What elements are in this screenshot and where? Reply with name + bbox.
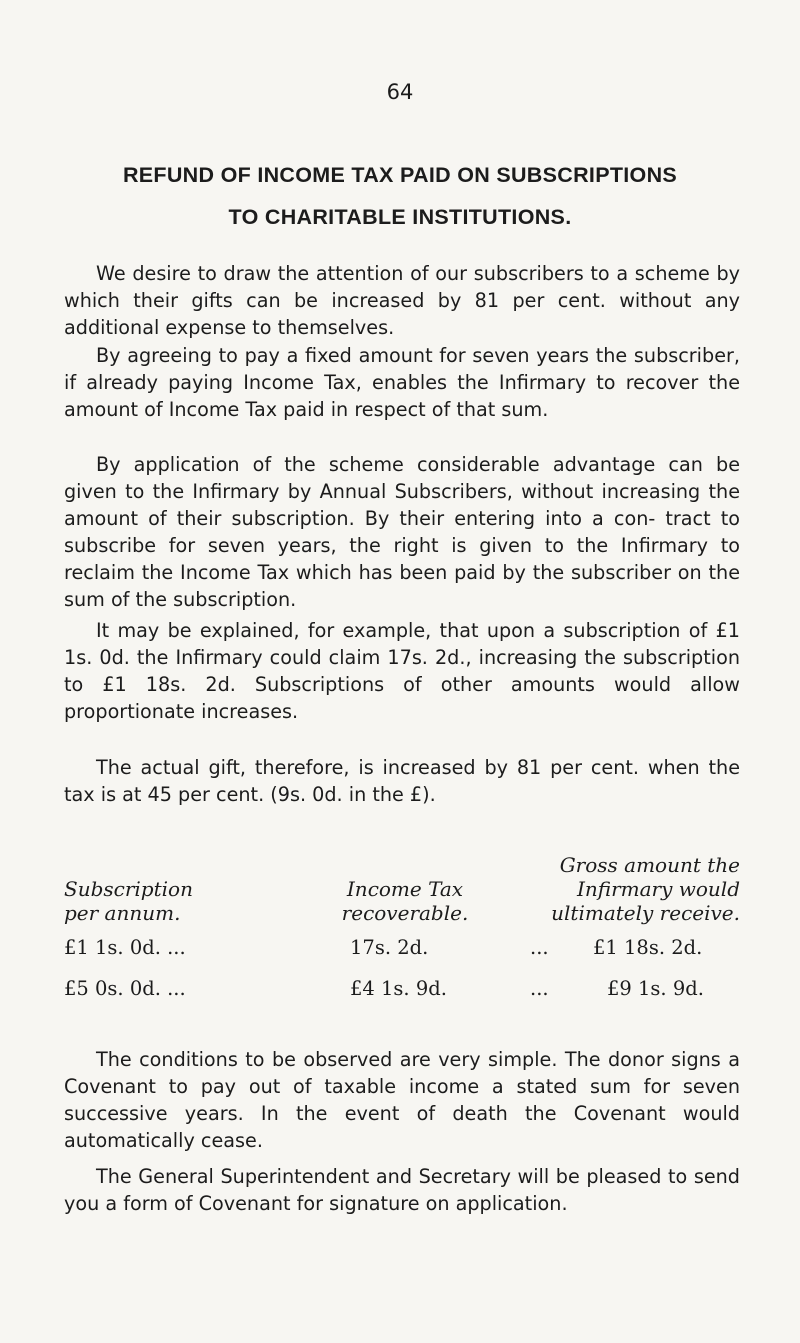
cell-subscription: £5 0s. 0d. ... bbox=[64, 977, 186, 1000]
cell-dots: ... bbox=[530, 936, 549, 959]
page-title-line-2: TO CHARITABLE INSTITUTIONS. bbox=[228, 205, 572, 229]
paragraph-intro-text: We desire to draw the attention of our subscribers to a scheme by which their gifts can be increased by 81 per cent. without any additional expense to themselves. bbox=[64, 262, 740, 339]
paragraph-actual-gift bbox=[64, 754, 740, 808]
header-income-tax-line1: Income Tax bbox=[346, 877, 464, 901]
header-gross-line2: Infirmary would bbox=[576, 877, 740, 901]
paragraph-scheme-advantage bbox=[64, 451, 740, 613]
cell-income-tax: 17s. 2d. bbox=[350, 936, 429, 959]
page-title-line-1: REFUND OF INCOME TAX PAID ON SUBSCRIPTIONS bbox=[122, 163, 678, 187]
paragraph-conditions-text: The conditions to be observed are very simple. The donor signs a Covenant to pay out of taxable income a stated sum for seven successive years. In the event of death the Covenant would automatically cease. bbox=[64, 1048, 740, 1152]
page-number: 64 bbox=[386, 80, 414, 104]
paragraph-intro bbox=[64, 260, 740, 341]
header-subscription-line2: per annum. bbox=[64, 901, 181, 925]
paragraph-conditions bbox=[64, 1046, 740, 1154]
cell-dots: ... bbox=[530, 977, 549, 1000]
header-income-tax-line2: recoverable. bbox=[341, 901, 469, 925]
paragraph-covenant-form-text: The General Superintendent and Secretary will be pleased to send you a form of Covenant for signature on application. bbox=[64, 1165, 740, 1215]
header-gross-line3: ultimately receive. bbox=[551, 901, 740, 925]
cell-income-tax: £4 1s. 9d. bbox=[350, 977, 447, 1000]
cell-gross: £1 18s. 2d. bbox=[593, 936, 703, 959]
header-subscription-line1: Subscription bbox=[64, 877, 193, 901]
paragraph-example bbox=[64, 617, 740, 725]
paragraph-covenant-form bbox=[64, 1163, 740, 1217]
paragraph-scheme-advantage-text: By application of the scheme considerable advantage can be given to the Infirmary by Annual Subscribers, without increasing the amount of their subscription. By their entering into a con- tract to subscribe for seven years, the right is given to the Infirmary to reclaim the Income Tax which has been paid by the subscriber on the sum of the subscription. bbox=[64, 453, 740, 611]
header-gross-line1: Gross amount the bbox=[559, 853, 740, 877]
paragraph-actual-gift-text: The actual gift, therefore, is increased by 81 per cent. when the tax is at 45 per cent. (9s. 0d. in the £). bbox=[64, 756, 740, 806]
cell-gross: £9 1s. 9d. bbox=[607, 977, 704, 1000]
header-income-tax bbox=[315, 877, 495, 925]
paragraph-seven-years bbox=[64, 342, 740, 423]
cell-subscription: £1 1s. 0d. ... bbox=[64, 936, 186, 959]
paragraph-example-text: It may be explained, for example, that upon a subscription of £1 1s. 0d. the Infirmary could claim 17s. 2d., increasing the subscription to £1 18s. 2d. Subscriptions of other amounts would allow proportionate increases. bbox=[64, 619, 740, 723]
header-subscription bbox=[64, 877, 284, 925]
paragraph-seven-years-text: By agreeing to pay a fixed amount for seven years the subscriber, if already paying Income Tax, enables the Infirmary to recover the amount of Income Tax paid in respect of that sum. bbox=[64, 344, 740, 421]
header-gross-amount bbox=[500, 853, 740, 925]
